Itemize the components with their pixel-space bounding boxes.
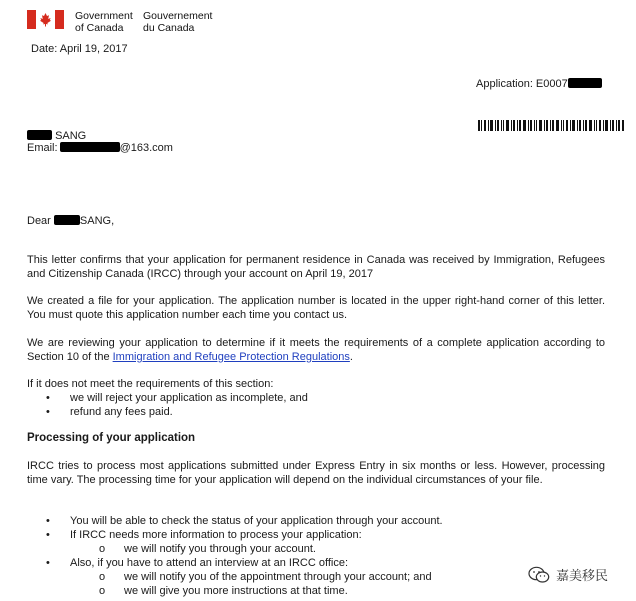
canada-flag-icon (27, 10, 64, 29)
redaction-bar (568, 78, 602, 88)
sub-bullet-instructions: we will give you more instructions at that time. (124, 585, 348, 597)
government-of-canada-en (75, 10, 133, 34)
sub-bullet-notify: we will notify you through your account. (124, 543, 316, 555)
sub-bullet-glyph: o (99, 585, 106, 597)
greeting-prefix: Dear (27, 215, 51, 227)
paragraph-requirements: If it does not meet the requirements of this section: (27, 378, 274, 390)
email-domain: @163.com (119, 142, 173, 154)
government-of-canada-fr (143, 10, 212, 34)
gov-en-line2: of Canada (75, 22, 124, 34)
reviewing-text: We are reviewing your application to determine if it meets the requirements of a complete application according to Section 10 of the (27, 337, 605, 363)
application-number (476, 77, 602, 91)
gov-fr-line1: Gouvernement (143, 10, 213, 22)
application-label: Application: E0007 (476, 78, 568, 90)
letter-date: Date: April 19, 2017 (31, 43, 128, 55)
bullet-glyph: • (46, 529, 50, 541)
irpr-link[interactable]: Immigration and Refugee Protection Regulations (112, 351, 350, 363)
watermark (528, 565, 608, 584)
sub-bullet-appointment: we will notify you of the appointment through your account; and (124, 571, 432, 583)
bullet-reject: we will reject your application as incomplete, and (70, 392, 308, 404)
bullet-glyph: • (46, 406, 50, 418)
gov-en-line1: Government (75, 10, 133, 22)
recipient-email (27, 141, 173, 155)
bullet-interview: Also, if you have to attend an interview at an IRCC office: (70, 557, 349, 569)
paragraph-processing: IRCC tries to process most applications submitted under Express Entry in six months or less. However, processing time vary. The processing time for your application will depend on the individual circumstances of your file. (27, 460, 605, 486)
paragraph-reviewing (27, 336, 605, 364)
sub-bullet-glyph: o (99, 543, 106, 555)
bullet-more-info: If IRCC needs more information to process your application: (70, 529, 362, 541)
redaction-bar (54, 215, 80, 225)
bullet-glyph: • (46, 557, 50, 569)
greeting-name: SANG, (79, 215, 115, 227)
greeting (27, 214, 114, 228)
bullet-check-status: You will be able to check the status of your application through your account. (70, 515, 443, 527)
watermark-text: 嘉美移民 (556, 568, 609, 583)
email-label: Email: (27, 142, 58, 154)
redaction-bar (27, 130, 52, 140)
bullet-refund: refund any fees paid. (70, 406, 173, 418)
reviewing-end: . (349, 351, 353, 363)
paragraph-file-created: We created a file for your application. The application number is located in the upper right-hand corner of this letter. You must quote this application number each time you contact us. (27, 295, 605, 321)
sub-bullet-glyph: o (99, 571, 106, 583)
bullet-glyph: • (46, 392, 50, 404)
recipient-surname: SANG (55, 130, 87, 142)
wechat-icon (528, 566, 550, 584)
paragraph-confirmation: This letter confirms that your application for permanent residence in Canada was received by Immigration, Refugees and Citizenship Canada (IRCC) through your account on April 19, 2017 (27, 254, 605, 280)
redaction-bar (60, 142, 120, 152)
barcode-icon (478, 118, 624, 129)
section-heading: Processing of your application (27, 432, 196, 444)
bullet-glyph: • (46, 515, 50, 527)
gov-fr-line2: du Canada (143, 22, 195, 34)
